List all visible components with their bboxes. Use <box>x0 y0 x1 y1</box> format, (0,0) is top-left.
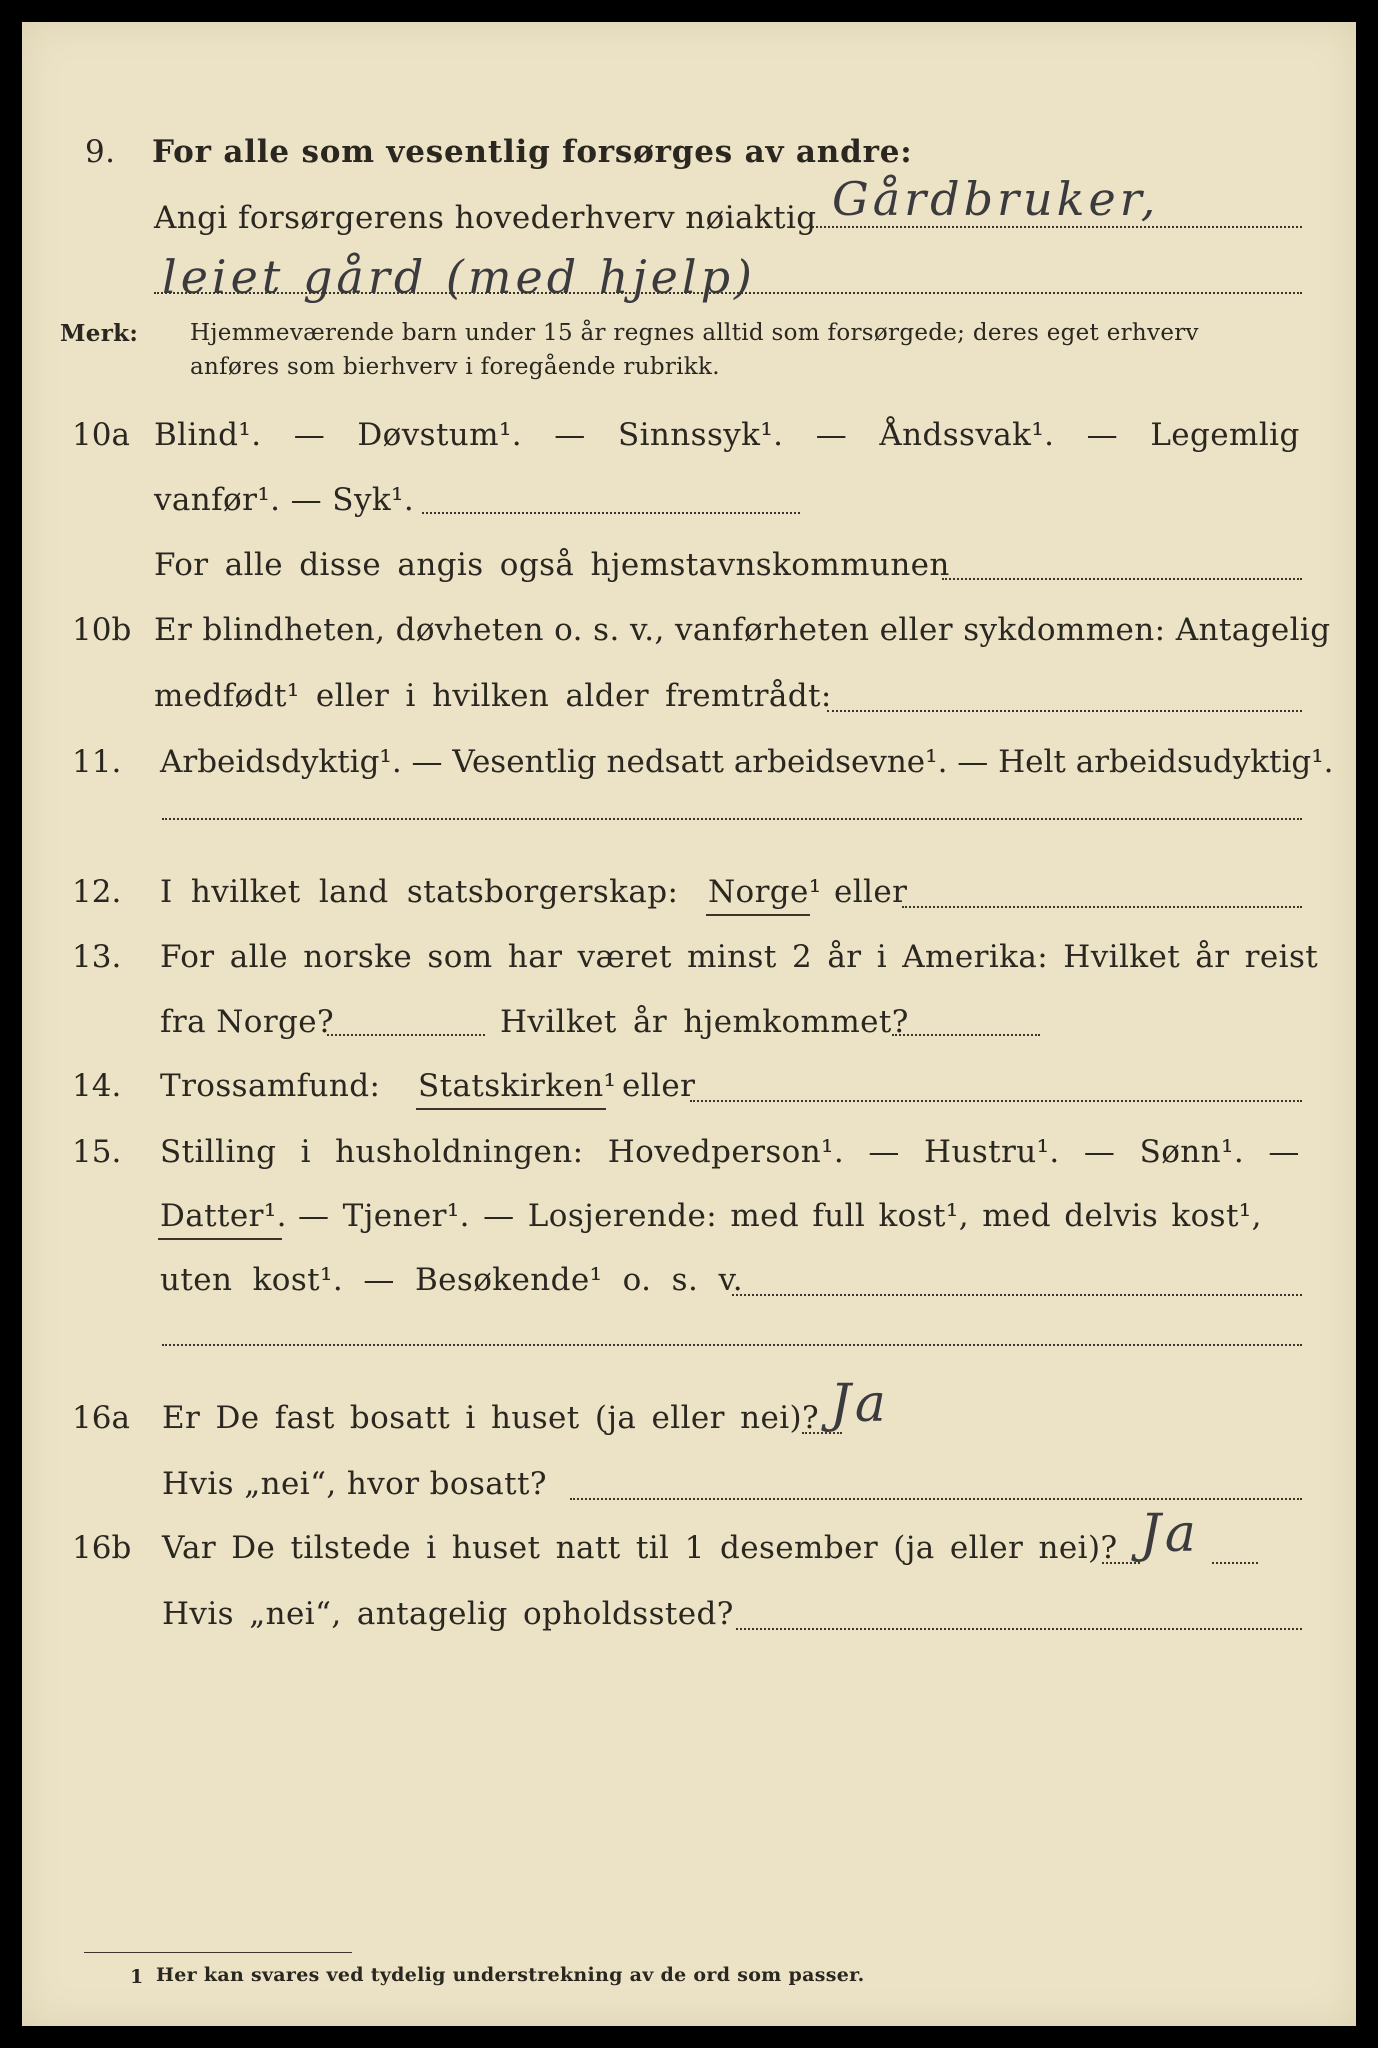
footnote-rule <box>84 1952 352 1953</box>
q11-number: 11. <box>72 744 122 780</box>
q9-answer-line2 <box>154 292 1302 294</box>
q12-choice-norge: Norge¹ <box>708 874 822 910</box>
q14-underline <box>416 1108 606 1110</box>
q16a-handwritten-answer: Ja <box>830 1374 890 1434</box>
q13-year-returned-fill <box>892 1034 1040 1036</box>
merk-line2: anføres som bierhverv i foregående rubrikk. <box>190 354 720 380</box>
q13-line2a: fra Norge? <box>160 1004 335 1040</box>
q13-line2b: Hvilket år hjemkommet? <box>500 1004 909 1040</box>
q12-underline <box>706 914 810 916</box>
q14-suffix: eller <box>622 1068 696 1104</box>
q9-line1: For alle som vesentlig forsørges av andre: <box>152 134 913 170</box>
q12-fill <box>902 906 1302 908</box>
q10a-line3-fill <box>942 578 1302 580</box>
q16b-line2-fill <box>736 1628 1302 1630</box>
q10a-line3: For alle disse angis også hjemstavnskommunen <box>154 547 950 583</box>
merk-line1: Hjemmeværende barn under 15 år regnes alltid som forsørgede; deres eget erhverv <box>190 320 1199 346</box>
q10a-line2-fill <box>422 512 800 514</box>
q15-choice-datter: Datter¹. <box>160 1198 287 1234</box>
q11-answer-line <box>162 818 1302 820</box>
q10a-line1: Blind¹. — Døvstum¹. — Sinnssyk¹. — Åndssvak¹. — Legemlig <box>154 417 1300 453</box>
q9-line2: Angi forsørgerens hovederhverv nøiaktig <box>154 200 817 236</box>
q16a-number: 16a <box>72 1400 130 1436</box>
q16b-handwritten-answer: Ja <box>1140 1504 1200 1564</box>
q16a-line1-fill <box>802 1432 842 1434</box>
q16b-line1: Var De tilstede i huset natt til 1 desember (ja eller nei)? <box>162 1530 1118 1566</box>
q14-prefix: Trossamfund: <box>160 1068 381 1104</box>
merk-label: Merk: <box>60 320 139 347</box>
q9-handwritten-answer1: Gårdbruker, <box>832 172 1160 226</box>
q16a-line1: Er De fast bosatt i huset (ja eller nei)? <box>162 1400 820 1436</box>
q16b-number: 16b <box>72 1530 132 1566</box>
footnote-mark: 1 <box>130 1966 144 1988</box>
q13-year-left-fill <box>327 1034 485 1036</box>
q15-answer-line <box>162 1344 1302 1346</box>
q12-suffix: eller <box>834 874 908 910</box>
q15-line1: Stilling i husholdningen: Hovedperson¹. — Hustru¹. — Sønn¹. — <box>160 1134 1300 1170</box>
q10b-line2: medfødt¹ eller i hvilken alder fremtrådt: <box>154 678 832 714</box>
q15-line2-rest: — Tjener¹. — Losjerende: med full kost¹, med delvis kost¹, <box>298 1198 1262 1234</box>
q13-number: 13. <box>72 939 122 975</box>
q13-line1: For alle norske som har været minst 2 år i Amerika: Hvilket år reist <box>160 939 1319 975</box>
q16b-line1-fill-right <box>1212 1562 1258 1564</box>
q15-line3-fill <box>732 1294 1302 1296</box>
q10b-number: 10b <box>72 612 132 648</box>
q12-prefix: I hvilket land statsborgerskap: <box>160 874 679 910</box>
q14-number: 14. <box>72 1068 122 1104</box>
q11-line1: Arbeidsdyktig¹. — Vesentlig nedsatt arbeidsevne¹. — Helt arbeidsudyktig¹. <box>160 744 1334 780</box>
q16b-line2: Hvis „nei“, antagelig opholdssted? <box>162 1596 734 1632</box>
q9-answer-line1 <box>812 226 1302 228</box>
q16a-line2: Hvis „nei“, hvor bosatt? <box>162 1466 547 1502</box>
q10a-number: 10a <box>72 417 130 453</box>
q15-underline <box>158 1238 282 1240</box>
census-form-page <box>22 22 1356 2026</box>
q9-handwritten-answer2: leiet gård (med hjelp) <box>162 250 756 304</box>
q9-number: 9. <box>85 134 116 170</box>
q15-number: 15. <box>72 1134 122 1170</box>
q16a-line2-fill <box>570 1498 1302 1500</box>
q15-line3: uten kost¹. — Besøkende¹ o. s. v. <box>160 1262 743 1298</box>
q10b-line2-fill <box>827 710 1302 712</box>
q12-number: 12. <box>72 874 122 910</box>
q14-choice-statskirken: Statskirken¹ <box>418 1068 617 1104</box>
q14-fill <box>690 1100 1302 1102</box>
footnote-text: Her kan svares ved tydelig understrekning av de ord som passer. <box>156 1964 865 1986</box>
q10a-line2: vanfør¹. — Syk¹. <box>154 482 415 518</box>
q16b-line1-fill-left <box>1102 1562 1140 1564</box>
q10b-line1: Er blindheten, døvheten o. s. v., vanførheten eller sykdommen: Antagelig <box>154 612 1331 648</box>
